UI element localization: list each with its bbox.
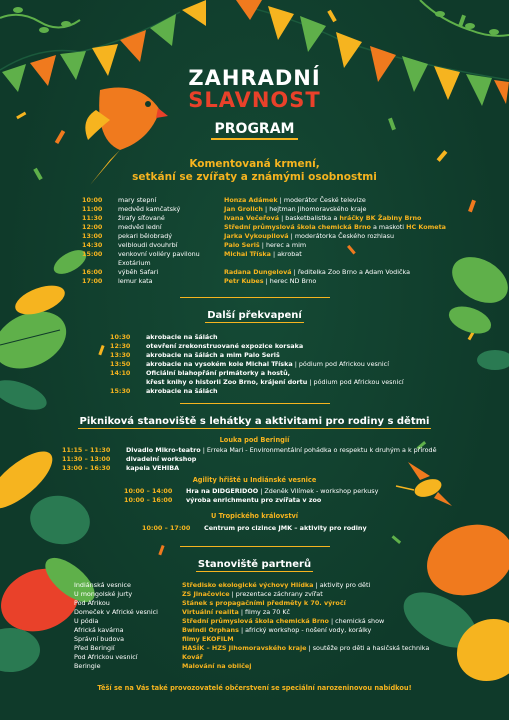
section3-title [0,416,509,429]
partner-line [182,626,371,635]
event: Oficiální blahopřání primátorky a hostů, [146,369,291,377]
event-line [146,342,303,351]
schedule-row [0,268,509,277]
guest-note: | herec a mim [261,241,307,249]
partner-line [182,653,203,662]
section3-schedule-2 [0,487,509,505]
event-line [146,387,218,396]
activity-line [204,524,367,533]
guest-line [224,223,446,232]
partner-note: | africký workshop - nošení vody, korálky [240,626,372,634]
place: Pod Africkou vesnicí [74,653,138,661]
partner-row [0,590,509,599]
schedule-row [0,277,509,286]
schedule-row [0,378,509,387]
schedule-row [0,446,509,455]
guest-line [224,196,366,205]
section3-title-text: Pikniková stanoviště s lehátky a aktivitami pro rodiny s dětmi [79,416,430,427]
guest: Jan Grolich [224,205,263,213]
guest-note: a maskoti [372,223,405,231]
time: 15:00 [82,250,103,258]
guest-line [224,214,421,223]
partner: Virtuální realita [182,608,239,616]
time: 10:00 – 16:00 [124,496,173,504]
section2-title [0,310,509,323]
guest-note: | ředitelka Zoo Brno a Adam Vodička [293,268,411,276]
activity: výroba enrichmentu pro zvířata v zoo [186,496,322,504]
event-note: | pódium pod Africkou vesnicí [309,378,404,386]
event-note: | pódium pod Africkou vesnicí [294,360,389,368]
place: Africká kavárna [74,626,124,634]
guest: Radana Dungelová [224,268,292,276]
time: 13:00 – 16:30 [62,464,111,472]
partner: Středisko ekologické výchovy Hlídka [182,581,314,589]
section4-title [0,559,509,572]
section1-title-line1: Komentovaná krmení, [189,158,320,170]
partner-row [0,581,509,590]
schedule-row [0,241,509,250]
partner: ZS Jinačovice [182,590,230,598]
guest-line [224,250,302,259]
event-line [146,351,280,360]
partner-note: | aktivity pro děti [315,581,371,589]
schedule-row [0,259,509,268]
activity-line [126,446,437,455]
time: 13:30 [110,351,131,359]
partner-row [0,635,509,644]
place: U mongolské jurty [74,590,133,598]
partner-line [182,590,323,599]
guest-line [224,205,366,214]
time: 13:00 [82,232,103,240]
place: U pódia [74,617,99,625]
place: Pod Afrikou [74,599,110,607]
time: 12:30 [110,342,131,350]
partner: Stánek s propagačními předměty k 70. výročí [182,599,346,607]
time: 15:30 [110,387,131,395]
animal: žirafy síťované [118,214,165,222]
guest: Michal Tříska [224,250,271,258]
divider-2 [180,403,330,404]
schedule-row [0,196,509,205]
schedule-row [0,333,509,342]
animal: pekari bělobradý [118,232,173,240]
section3-sub3: U Tropického království [210,512,299,520]
schedule-row [0,387,509,396]
animal: Exotárium [118,259,151,267]
guest-note: | moderátor České televize [279,196,366,204]
schedule-row [0,232,509,241]
guest: Petr Kubes [224,277,264,285]
time: 10:00 [82,196,103,204]
animal: velbloudi dvouhrbí [118,241,178,249]
title-line1: ZAHRADNÍ [188,66,321,90]
event: otevření zrekonstruované expozice korsaka [146,342,304,350]
schedule-row [0,214,509,223]
partner-note: | filmy za 70 Kč [240,608,291,616]
event-line [146,360,389,369]
schedule-row [0,496,509,505]
schedule-row [0,455,509,464]
time: 12:00 [82,223,103,231]
event: akrobacie na šálách a mim Palo Seriš [146,351,280,359]
time: 11:30 [82,214,103,222]
program-heading [0,121,509,140]
activity-note: | Erreka Mari - Environmentální pohádka o respektu k druhým a k přírodě [202,446,437,454]
schedule-row [0,250,509,259]
place: Domeček v Africké vesnici [74,608,158,616]
animal: medvěd lední [118,223,162,231]
section1-title-line2: setkání se zvířaty a známými osobnostmi [132,171,377,183]
guest-line [224,277,316,286]
schedule-row [0,369,509,378]
time: 10:30 [110,333,131,341]
partner-line [182,644,429,653]
animal: výběh Safari [118,268,159,276]
guest: Střední průmyslová škola chemická Brno [224,223,371,231]
schedule-row [0,487,509,496]
partner-line [182,608,290,617]
activity-line [186,496,321,505]
activity: kapela VEHIBA [126,464,180,472]
guest: Palo Seriš [224,241,260,249]
section3-schedule-3 [0,524,509,533]
time: 10:00 – 14:00 [124,487,173,495]
guest-note: | basketbalistka a [281,214,338,222]
animal: venkovní voliéry pavilonu [118,250,200,258]
time: 11:30 – 13:00 [62,455,111,463]
partners-list [0,581,509,671]
guest-line [224,268,410,277]
partner-line [182,635,234,644]
partner-row [0,644,509,653]
partner-line [182,617,384,626]
partner-note: | soutěže pro děti a hasičská technika [308,644,430,652]
schedule-row [0,342,509,351]
guest-note: | herec ND Brno [265,277,317,285]
place: Před Beringií [74,644,115,652]
time: 11:00 [82,205,103,213]
activity-line [126,464,179,473]
guest: Jarka Vykoupilová [224,232,289,240]
partner-row [0,662,509,671]
divider-1 [180,297,330,298]
guest: Honza Adámek [224,196,278,204]
divider-3 [180,546,330,547]
guest: Ivana Večeřová [224,214,280,222]
schedule-row [0,360,509,369]
partner-row [0,608,509,617]
partner: Kovář [182,653,203,661]
section3-schedule-1 [0,446,509,473]
section2-title-text: Další překvapení [207,310,302,321]
vine-top-left [0,7,80,33]
footer-note: Těší se na Vás také provozovatelé občerstvení se speciální narozeninovou nabídkou! [97,684,412,692]
activity-line [126,455,196,464]
section2-schedule [0,333,509,396]
schedule-row [0,351,509,360]
event: akrobacie na šálách [146,387,218,395]
partner-line [182,662,251,671]
animal: lemur kata [118,277,153,285]
time: 11:15 – 11:30 [62,446,111,454]
place: Správní budova [74,635,125,643]
event-line [146,369,290,378]
partner-note: | chemická show [330,617,385,625]
activity: Hra na DIDGERIDOO [186,487,259,495]
partner-line [182,599,346,608]
section1-schedule [0,196,509,286]
activity: Centrum pro cizince JMK – aktivity pro rodiny [204,524,367,532]
place: Beringie [74,662,101,670]
guest-extra: hráčky BK Žabiny Brno [339,214,422,222]
partner-row [0,617,509,626]
time: 10:00 – 17:00 [142,524,191,532]
event: akrobacie na vysokém kole Michal Tříska [146,360,293,368]
time: 14:30 [82,241,103,249]
partner-row [0,626,509,635]
animal: mary stepní [118,196,157,204]
program-label: PROGRAM [211,121,299,140]
guest-note: | moderátorka Českého rozhlasu [290,232,395,240]
time: 17:00 [82,277,103,285]
event-line [146,333,218,342]
section3-sub2: Agility hřiště u Indiánské vesnice [192,476,317,484]
animal: medvěd kamčatský [118,205,181,213]
schedule-row [0,464,509,473]
activity-note: | Zdeněk Vilímek - workshop perkusy [260,487,379,495]
schedule-row [0,524,509,533]
schedule-row [0,223,509,232]
section4-title-text: Stanoviště partnerů [197,559,312,570]
guest-extra: HC Kometa [406,223,446,231]
partner: HASÍK – HZS Jihomoravského kraje [182,644,307,652]
place: Indiánská vesnice [74,581,131,589]
partner: filmy EKOFILM [182,635,234,643]
event: křest knihy o historii Zoo Brno, krájení dortu [146,378,308,386]
partner: Bwindi Orphans [182,626,239,634]
guest-note: | hejtman Jihomoravského kraje [265,205,367,213]
partner-row [0,599,509,608]
activity: divadelní workshop [126,455,197,463]
guest-note: | akrobat [273,250,302,258]
section3-sub1: Louka pod Beringií [219,436,290,444]
partner-row [0,653,509,662]
time: 13:50 [110,360,131,368]
activity-line [186,487,378,496]
event-line [146,378,404,387]
event: akrobacie na šálách [146,333,218,341]
time: 14:10 [110,369,131,377]
partner-note: | prezentace záchrany zvířat [231,590,323,598]
title-line2: SLAVNOST [188,88,321,112]
schedule-row [0,205,509,214]
time: 16:00 [82,268,103,276]
partner: Střední průmyslová škola chemická Brno [182,617,329,625]
partner: Malování na obličej [182,662,252,670]
guest-line [224,232,394,241]
guest-line [224,241,306,250]
activity: Divadlo Mikro-teatro [126,446,201,454]
partner-line [182,581,370,590]
